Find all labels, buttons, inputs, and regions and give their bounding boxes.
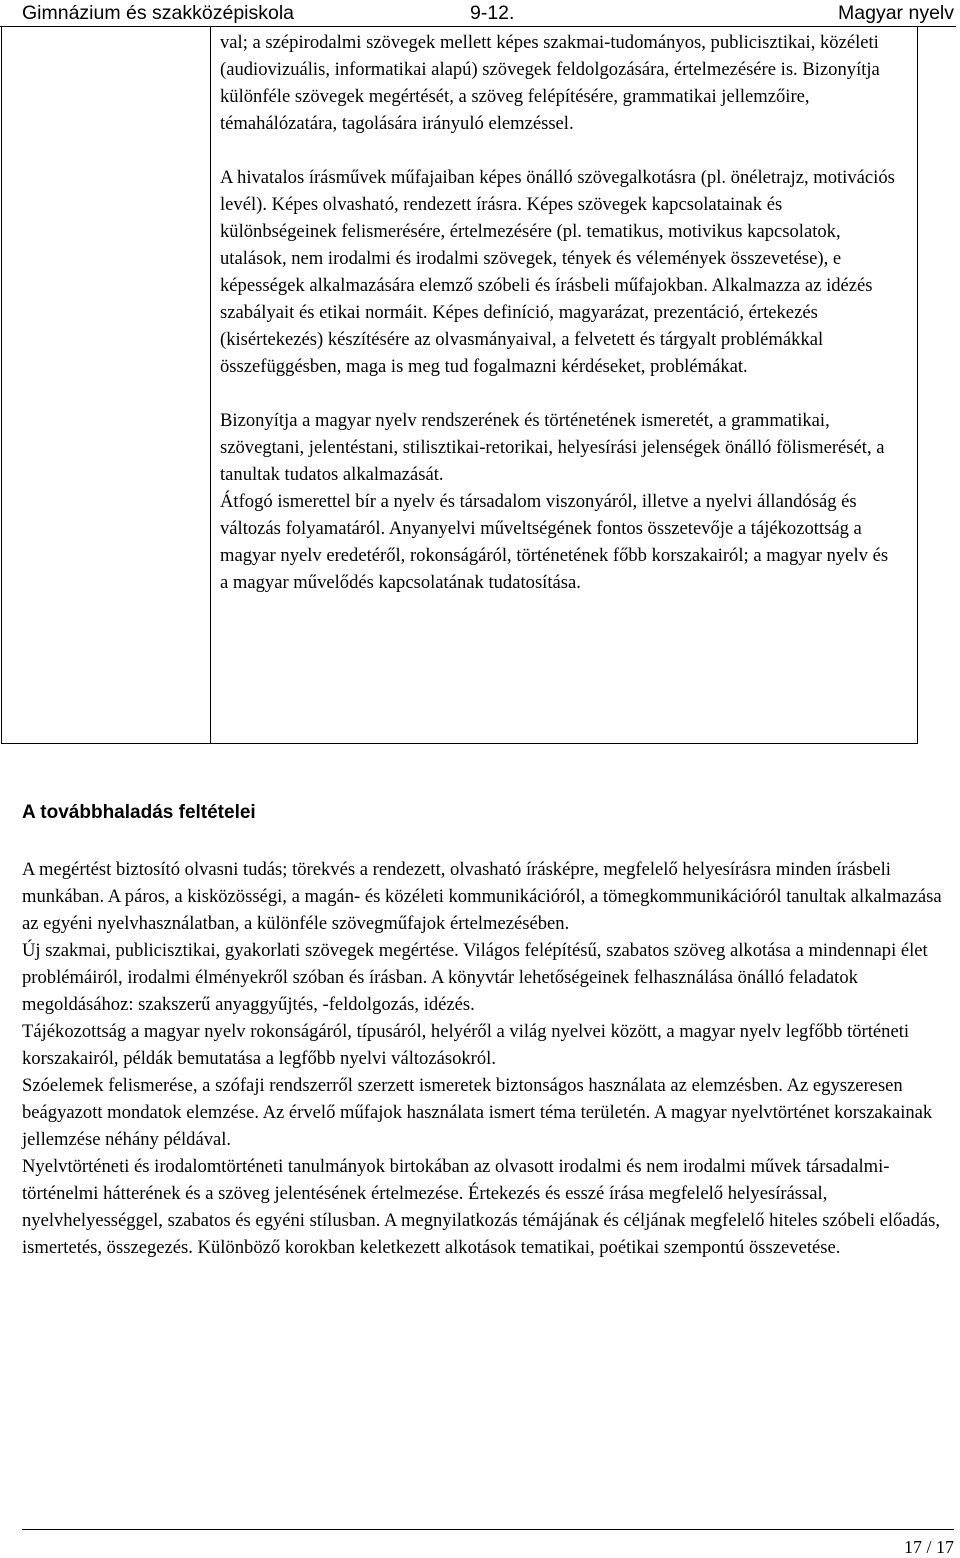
page-header (22, 0, 954, 26)
table-cell-text (220, 29, 900, 596)
section-paragraph-3: Tájékozottság a magyar nyelv rokonságáról, típusáról, helyéről a világ nyelvei között, a magyar nyelv legfőbb történeti korszakairól, példák bemutatása a legfőbb nyelvi változásokról. (22, 1021, 910, 1069)
section-paragraph-1: A megértést biztosító olvasni tudás; törekvés a rendezett, olvasható írásképre, megfelelő helyesírásra minden írásbeli munkában. A páros, a kisközösségi, a magán- és közéleti kommunikációról, a tömegkommunikációról tanultak alkalmazása az egyéni nyelvhasználatban, a különféle szövegműfajok értelmezésében. (22, 859, 942, 934)
header-subject: Magyar nyelv (838, 2, 954, 24)
table-paragraph-4: Átfogó ismerettel bír a nyelv és társadalom viszonyáról, illetve a nyelvi állandóság és változás folyamatáról. Anyanyelvi műveltségének fontos összetevője a tájékozottság a magyar nyelv eredetéről, rokonságáról, történetének főbb korszakairól; a magyar nyelv és a magyar művelődés kapcsolatának tudatosítása. (220, 491, 889, 593)
table-paragraph-3: Bizonyítja a magyar nyelv rendszerének és történetének ismeretét, a grammatikai, szövegtani, jelentéstani, stilisztikai-retorikai, helyesírási jelenségek önálló fölismerését, a tanultak tudatos alkalmazását. (220, 410, 885, 485)
header-grades: 9-12. (470, 2, 515, 24)
main-section (22, 799, 957, 1261)
section-paragraph-4: Szóelemek felismerése, a szófaji rendszerről szerzett ismeretek biztonságos használata az elemzésben. Az egyszeresen beágyazott mondatok elemzése. Az érvelő műfajok használata ismert téma területén. A magyar nyelvtörténet korszakainak jellemzése néhány példával. (22, 1075, 933, 1150)
header-school: Gimnázium és szakközépiskola (22, 2, 295, 24)
table-column-divider (210, 27, 211, 743)
table-paragraph-1: val; a szépirodalmi szövegek mellett képes szakmai-tudományos, publicisztikai, közéleti (audiovizuális, informatikai alapú) szövegek feldolgozására, értelmezésére is. Bizonyítja különféle szövegek megértését, a szöveg felépítésére, grammatikai jellemzőire, témahálózatára, tagolására irányuló elemzéssel. (220, 32, 880, 134)
section-paragraph-2: Új szakmai, publicisztikai, gyakorlati szövegek megértése. Világos felépítésű, szabatos szöveg alkotása a mindennapi élet problémáiról, irodalmi élményekről szóban és írásban. A könyvtár lehetőségeinek felhasználása önálló feladatok megoldásához: szakszerű anyaggyűjtés, -feldolgozás, idézés. (22, 940, 928, 1015)
section-paragraph-5: Nyelvtörténeti és irodalomtörténeti tanulmányok birtokában az olvasott irodalmi és nem irodalmi művek társadalmi-történelmi hátterének és a szöveg jelentésének értelmezése. Értekezés és esszé írása megfelelő helyesírással, nyelvhelyességgel, szabatos és egyéni stílusban. A megnyilatkozás témájának és céljának megfelelő hiteles szóbeli előadás, ismertetés, összegezés. Különböző korokban keletkezett alkotások tematikai, poétikai szempontú összevetése. (22, 1156, 941, 1258)
page-number: 17 / 17 (903, 1537, 954, 1557)
table-paragraph-2: A hivatalos írásművek műfajaiban képes önálló szövegalkotásra (pl. önéletrajz, motivációs levél). Képes olvasható, rendezett írásra. Képes szövegek kapcsolatainak és különbségeinek felismerésére, értelmezésére (pl. tematikus, motivikus kapcsolatok, utalások, nem irodalmi és irodalmi szövegek, tények és vélemények összevetése), e képességek alkalmazására elemző szóbeli és írásbeli műfajokban. Alkalmazza az idézés szabályait és etikai normáit. Képes definíció, magyarázat, prezentáció, értekezés (kisértekezés) készítésére az olvasmányaival, a felvetett és tárgyalt problémákkal összefüggésben, maga is meg tud fogalmazni kérdéseket, problémákat. (220, 167, 895, 377)
footer-rule (22, 1529, 954, 1530)
section-heading: A továbbhaladás feltételei (22, 802, 256, 823)
